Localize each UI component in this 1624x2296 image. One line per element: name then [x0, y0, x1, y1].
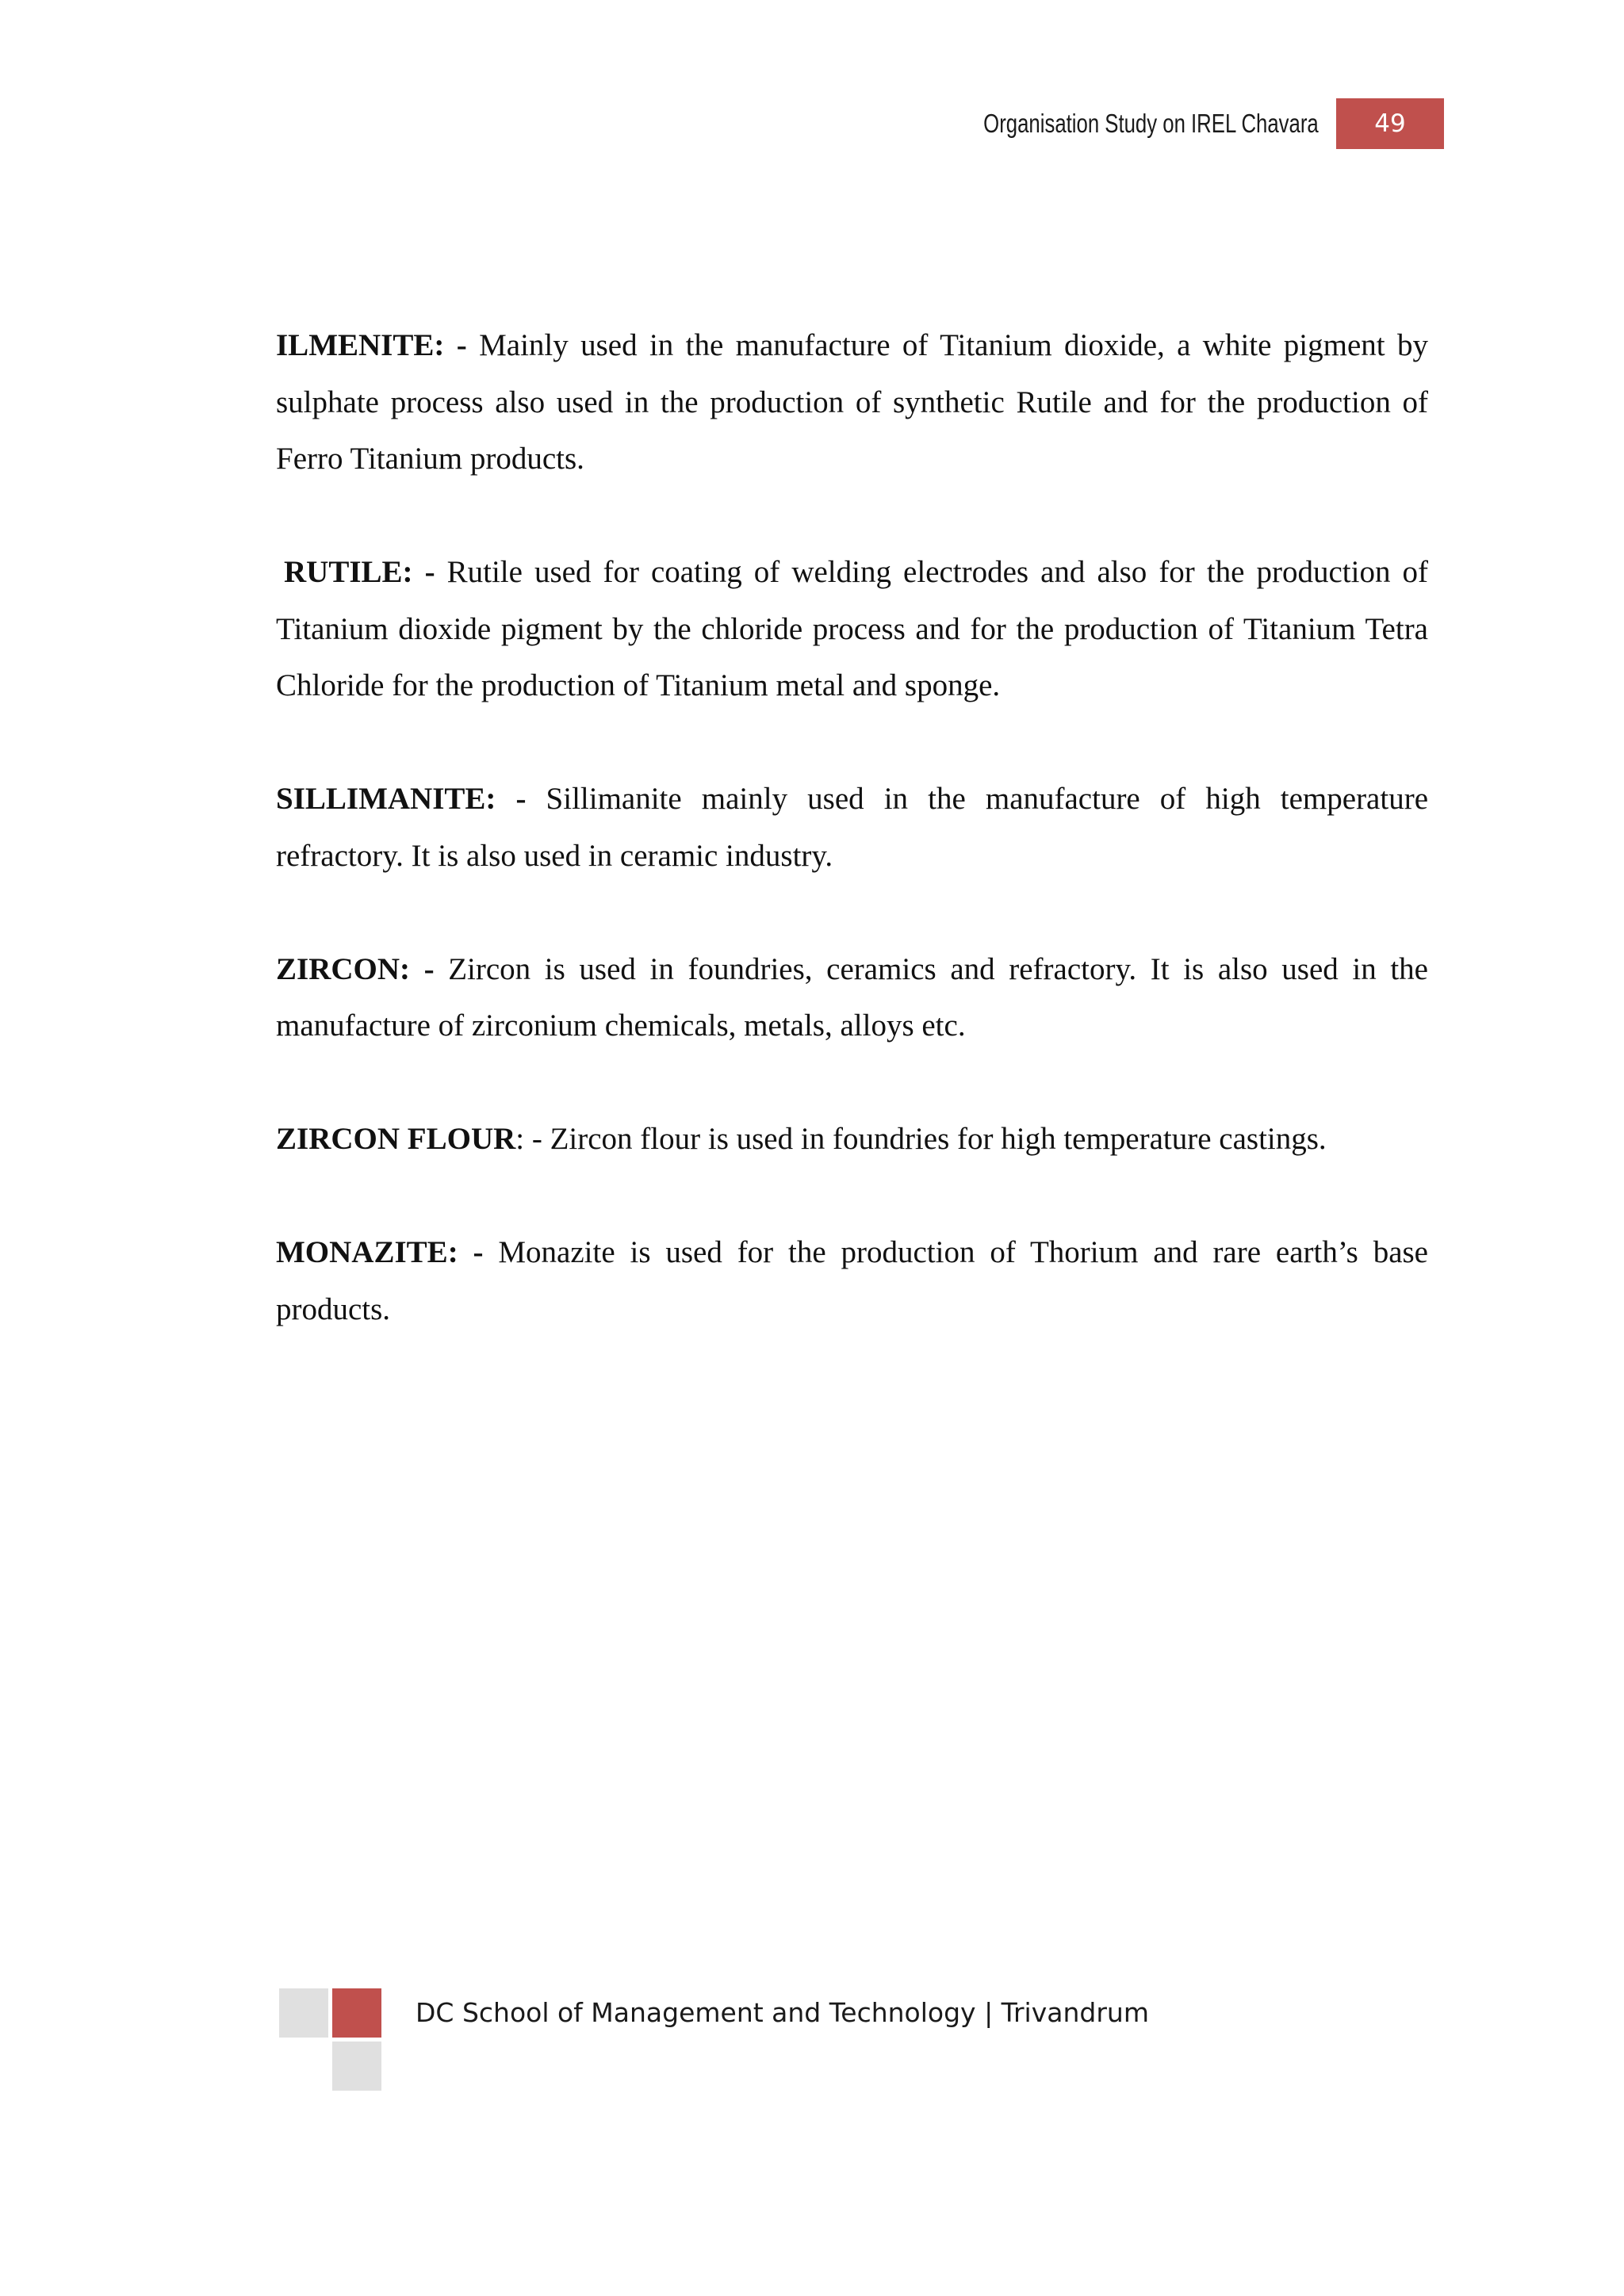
description-ilmenite: Mainly used in the manufacture of Titanium dioxide, a white pigment by sulphate process also used in the production of synthetic Rutile and for the production of Ferro Titanium products.: [276, 328, 1428, 476]
page-number-badge: 49: [1336, 98, 1444, 149]
footer-decor-square-red: [332, 1988, 381, 2038]
paragraph-zircon-flour: [276, 1111, 1428, 1168]
header-title: Organisation Study on IREL Chavara: [983, 109, 1319, 138]
footer-decor-square-gray: [279, 1988, 328, 2038]
description-zircon-flour: : - Zircon flour is used in foundries for high temperature castings.: [515, 1122, 1327, 1156]
page-header: [889, 98, 1444, 149]
description-zircon: Zircon is used in foundries, ceramics and refractory. It is also used in the manufacture of zirconium chemicals, metals, alloys etc.: [276, 951, 1428, 1043]
paragraph-rutile: [276, 544, 1428, 714]
term-zircon-flour: ZIRCON FLOUR: [276, 1122, 516, 1156]
document-body: [276, 317, 1428, 1395]
paragraph-zircon: [276, 941, 1428, 1054]
footer-text: DC School of Management and Technology | Trivandrum: [416, 1997, 1149, 2028]
term-monazite: MONAZITE: -: [276, 1235, 484, 1269]
paragraph-sillimanite: [276, 771, 1428, 884]
description-rutile: Rutile used for coating of welding electrodes and also for the production of Titanium dioxide pigment by the chloride process and for the production of Titanium Tetra Chloride for the production of Titanium metal and sponge.: [276, 555, 1428, 702]
description-sillimanite: Sillimanite mainly used in the manufacture of high temperature refractory. It is also used in ceramic industry.: [276, 782, 1429, 873]
paragraph-ilmenite: [276, 317, 1428, 488]
description-monazite: Monazite is used for the production of Thorium and rare earth’s base products.: [276, 1235, 1428, 1326]
term-ilmenite: ILMENITE: -: [276, 328, 467, 362]
term-sillimanite: SILLIMANITE: -: [276, 782, 527, 816]
footer-decor-square-gray-lower: [332, 2042, 381, 2091]
term-zircon: ZIRCON: -: [276, 951, 435, 986]
term-rutile: RUTILE: -: [284, 555, 435, 589]
paragraph-monazite: [276, 1224, 1428, 1337]
